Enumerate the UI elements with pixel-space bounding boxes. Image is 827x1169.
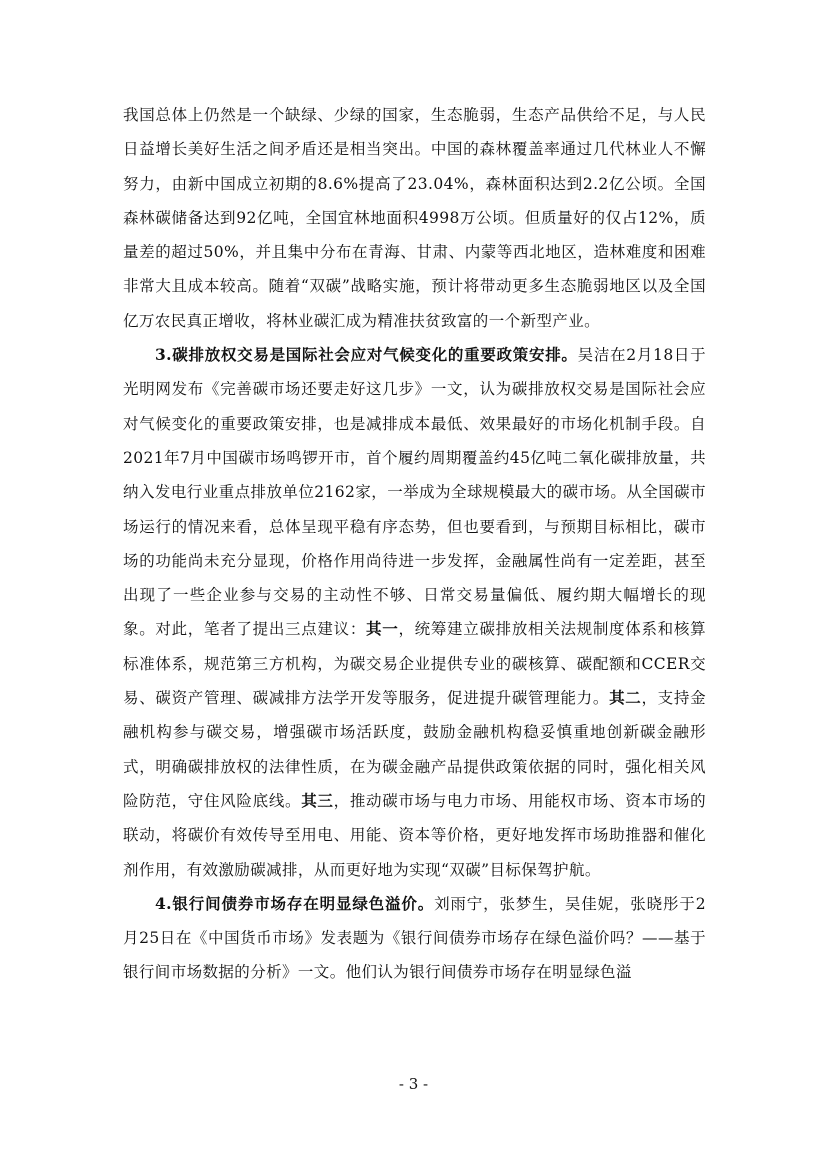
paragraph-green-premium-text: 刘雨宁，张梦生，吴佳妮，张晓彤于2月25日在《中国货币市场》发表题为《银行间债券市场存在绿色溢价吗？——基于银行间市场数据的分析》一文。他们认为银行间债券市场存在明显绿色溢: [123, 894, 706, 982]
paragraph-forest: [123, 98, 706, 338]
paragraph-forest-text: 我国总体上仍然是一个缺绿、少绿的国家，生态脆弱，生态产品供给不足，与人民日益增长美好生活之间矛盾还是相当突出。中国的森林覆盖率通过几代林业人不懈努力，由新中国成立初期的8.6%提高了23.04%，森林面积达到2.2亿公顷。全国森林碳储备达到92亿吨，全国宜林地面积4998万公顷。但质量好的仅占12%，质量差的超过50%，并且集中分布在青海、甘肃、内蒙等西北地区，造林难度和困难非常大且成本较高。随着“双碳”战略实施，预计将带动更多生态脆弱地区以及全国亿万农民真正增收，将林业碳汇成为精准扶贫致富的一个新型产业。: [123, 106, 706, 330]
keyword-first: 其一: [366, 619, 399, 639]
page-number: - 3 -: [398, 1075, 429, 1093]
paragraph-green-premium: [123, 887, 706, 990]
section-heading-3: 3.碳排放权交易是国际社会应对气候变化的重要政策安排。: [155, 345, 578, 365]
paragraph-carbon-trading: [123, 338, 706, 887]
keyword-second: 其二: [609, 688, 642, 708]
paragraph-carbon-trading-text-3: ，支持金融机构参与碳交易，增强碳市场活跃度，鼓励金融机构稳妥慎重地创新碳金融形式，明确碳排放权的法律性质，在为碳金融产品提供政策依据的同时，强化相关风险防范，守住风险底线。: [123, 689, 706, 810]
body-text: [123, 98, 706, 990]
paragraph-carbon-trading-text-1: 吴洁在2月18日于光明网发布《完善碳市场还要走好这几步》一文，认为碳排放权交易是国际社会应对气候变化的重要政策安排，也是减排成本最低、效果最好的市场化机制手段。自2021年7月中国碳市场鸣锣开市，首个履约周期覆盖约45亿吨二氧化碳排放量，共纳入发电行业重点排放单位2162家，一举成为全球规模最大的碳市场。从全国碳市场运行的情况来看，总体呈现平稳有序态势，但也要看到，与预期目标相比，碳市场的功能尚未充分显现，价格作用尚待进一步发挥，金融属性尚有一定差距，甚至出现了一些企业参与交易的主动性不够、日常交易量偏低、履约期大幅增长的现象。对此，笔者了提出三点建议：: [123, 346, 707, 639]
keyword-third: 其三: [301, 790, 334, 810]
paragraph-carbon-trading-text-4: ，推动碳市场与电力市场、用能权市场、资本市场的联动，将碳价有效传导至用电、用能、资本等价格，更好地发挥市场助推器和催化剂作用，有效激励碳减排，从而更好地为实现“双碳”目标保驾护航。: [123, 791, 706, 879]
section-heading-4: 4.银行间债券市场存在明显绿色溢价。: [155, 893, 435, 913]
paragraph-carbon-trading-text-2: ，统筹建立碳排放相关法规制度体系和核算标准体系，规范第三方机构，为碳交易企业提供专业的碳核算、碳配额和CCER交易、碳资产管理、碳减排方法学开发等服务，促进提升碳管理能力。: [123, 620, 706, 708]
